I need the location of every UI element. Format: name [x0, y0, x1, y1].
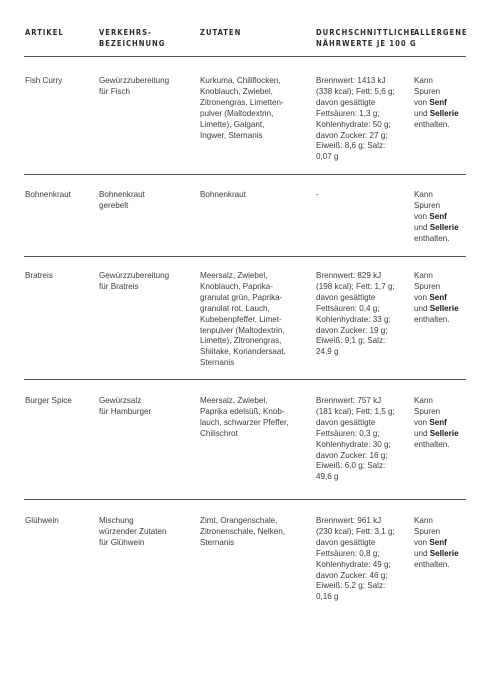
header-naehrwerte: DURCHSCHNITTLICHE NÄHRWERTE JE 100 G: [316, 28, 417, 48]
header-allergene: ALLERGENE: [414, 28, 468, 37]
row-bratreis-bezeichnung: Gewürzzubereitung für Bratreis: [99, 271, 170, 291]
header-verkehrsbezeichnung: VERKEHRS- BEZEICHNUNG: [99, 28, 166, 48]
row-fish-curry-artikel: Fish Curry: [25, 76, 63, 85]
divider-line: [24, 379, 466, 380]
row-bohnenkraut-naehrwerte: -: [316, 190, 319, 199]
row-burger-spice-allergene: Kann Spuren von Senf und Sellerie enthalten.: [414, 396, 459, 449]
row-bratreis-allergene: Kann Spuren von Senf und Sellerie enthalten.: [414, 271, 459, 324]
header-artikel: ARTIKEL: [25, 28, 64, 37]
row-burger-spice-artikel: Burger Spice: [25, 396, 72, 405]
row-gluehwein-allergene: Kann Spuren von Senf und Sellerie enthalten.: [414, 516, 459, 569]
row-fish-curry-zutaten: Kurkuma, Chiliflocken, Knoblauch, Zwiebel, Zitronengras, Limetten- pulver (Maltodextrin, Limette), Galgant, Ingwer, Sternanis: [200, 76, 284, 140]
row-gluehwein-bezeichnung: Mischung würzender Zutaten für Glühwein: [99, 516, 167, 547]
row-fish-curry-bezeichnung: Gewürzzubereitung für Fisch: [99, 76, 170, 96]
row-bratreis-artikel: Bratreis: [25, 271, 53, 280]
row-burger-spice-bezeichnung: Gewürzsalz für Hamburger: [99, 396, 152, 416]
row-bohnenkraut-zutaten: Bohnenkraut: [200, 190, 246, 199]
row-bratreis-zutaten: Meersalz, Zwiebel, Knoblauch, Paprika- granulat grün, Paprika- granulat rot, Lauch, Kubebenpfeffer, Limet- tenpulver (Maltodextrin, Limette), Zitronengras, Shiitake, Koriandersaat, Sternanis: [200, 271, 286, 368]
row-bohnenkraut-bezeichnung: Bohnenkraut gerebelt: [99, 190, 145, 210]
row-gluehwein-naehrwerte: Brennwert: 961 kJ (230 kcal); Fett: 3,1 g; davon gesättigte Fettsäuren: 0,8 g; Kohlenhydrate: 49 g; davon Zucker: 46 g; Eiweiß: 5,2 g; Salz: 0,16 g: [316, 516, 395, 602]
divider-line: [24, 174, 466, 175]
row-bohnenkraut-allergene: Kann Spuren von Senf und Sellerie enthalten.: [414, 190, 459, 243]
divider-line: [24, 499, 466, 500]
divider-line: [24, 256, 466, 257]
row-fish-curry-naehrwerte: Brennwert: 1413 kJ (338 kcal); Fett: 5,6 g; davon gesättigte Fettsäuren: 1,3 g; Kohlenhydrate: 50 g; davon Zucker: 27 g; Eiweiß: 8,6 g; Salz: 0,07 g: [316, 76, 395, 162]
row-gluehwein-artikel: Glühwein: [25, 516, 59, 525]
row-burger-spice-naehrwerte: Brennwert: 757 kJ (181 kcal); Fett: 1,5 g; davon gesättigte Fettsäuren: 0,3 g; Kohlenhydrate: 30 g; davon Zucker: 16 g; Eiweiß: 6,0 g; Salz: 49,6 g: [316, 396, 395, 482]
row-fish-curry-allergene: Kann Spuren von Senf und Sellerie enthalten.: [414, 76, 459, 129]
divider-line: [24, 56, 466, 57]
header-zutaten: ZUTATEN: [200, 28, 242, 37]
row-bratreis-naehrwerte: Brennwert: 829 kJ (198 kcal); Fett: 1,7 g; davon gesättigte Fettsäuren: 0,4 g; Kohlenhydrate: 33 g; davon Zucker: 19 g; Eiweiß: 9,1 g; Salz: 24,9 g: [316, 271, 395, 357]
row-gluehwein-zutaten: Zimt, Orangenschale, Zitronenschale, Nelken, Sternanis: [200, 516, 286, 547]
row-burger-spice-zutaten: Meersalz, Zwiebel, Paprika edelsüß, Knob- lauch, schwarzer Pfeffer, Chilischrot: [200, 396, 289, 438]
row-bohnenkraut-artikel: Bohnenkraut: [25, 190, 71, 199]
